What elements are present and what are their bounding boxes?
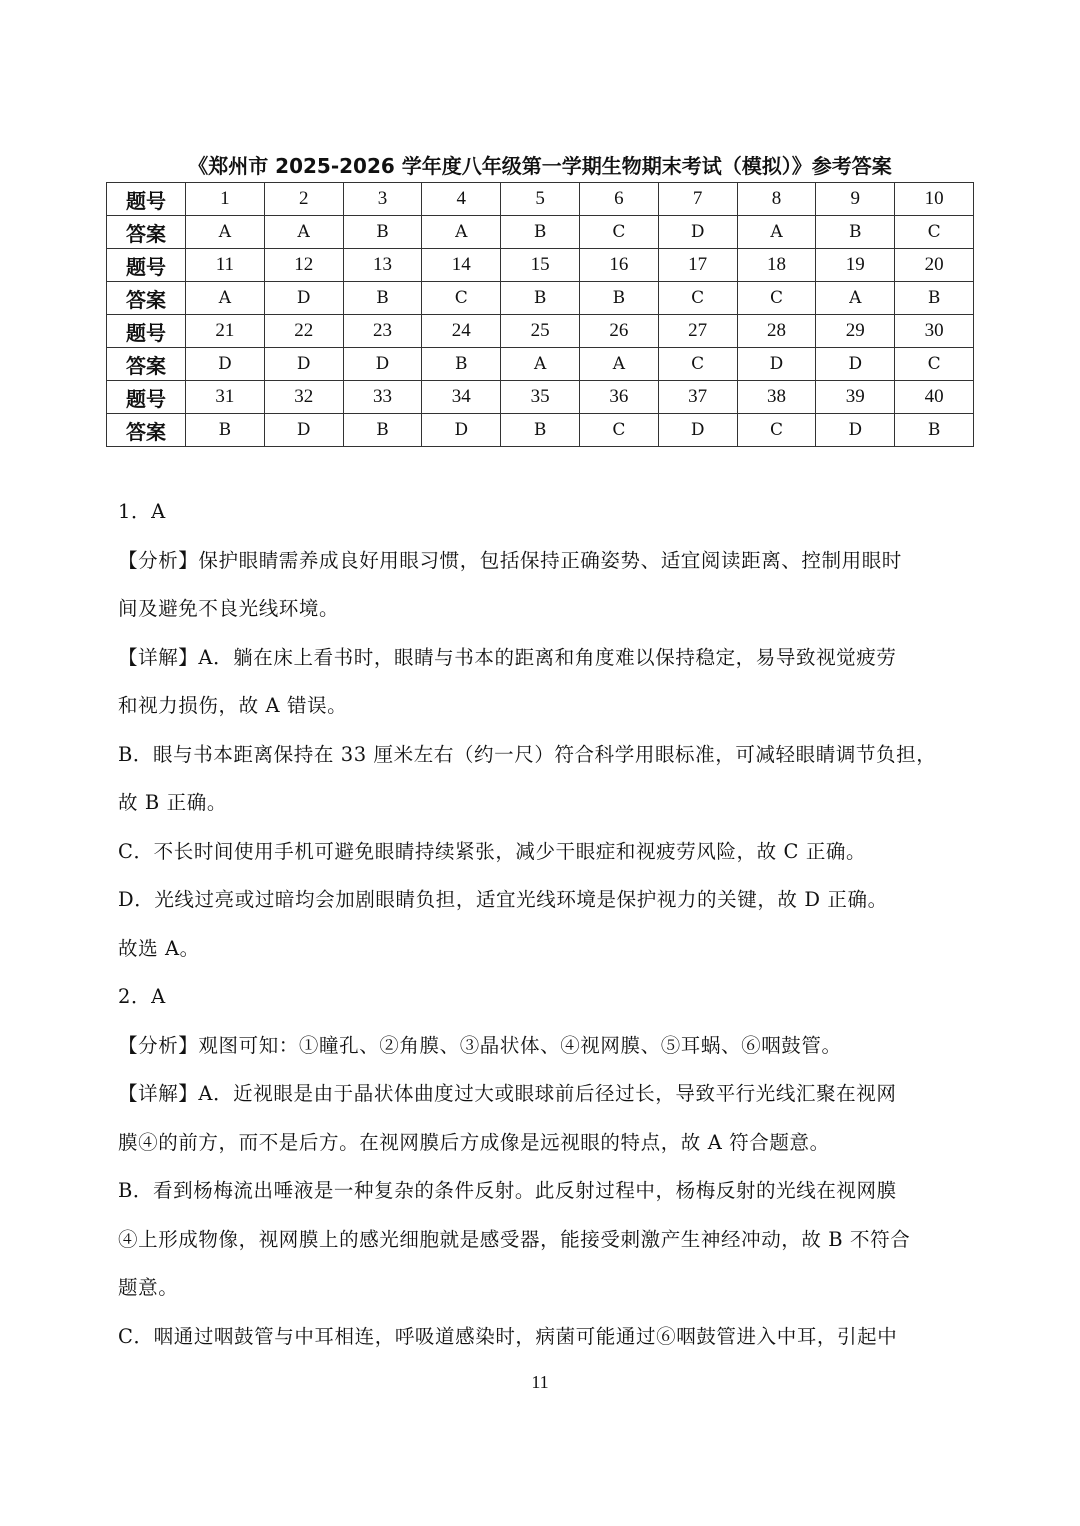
answer-row: [107, 414, 974, 447]
answer-cell: B: [895, 414, 974, 447]
answer-cell: A: [501, 348, 580, 381]
question-number-cell: 34: [422, 381, 501, 414]
question-number-cell: 14: [422, 249, 501, 282]
answer-cell: D: [658, 216, 737, 249]
explanation-line: 【分析】保护眼睛需养成良好用眼习惯，包括保持正确姿势、适宜阅读距离、控制用眼时: [118, 548, 902, 572]
question-number-cell: 27: [658, 315, 737, 348]
answer-cell: C: [579, 216, 658, 249]
answer-cell: B: [501, 414, 580, 447]
answer-cell: C: [737, 282, 816, 315]
explanation-line: 膜④的前方，而不是后方。在视网膜后方成像是远视眼的特点，故 A 符合题意。: [118, 1130, 830, 1154]
question-number-cell: 23: [343, 315, 422, 348]
answer-cell: D: [186, 348, 265, 381]
answer-cell: B: [895, 282, 974, 315]
question-number-cell: 13: [343, 249, 422, 282]
answer-cell: B: [343, 282, 422, 315]
answer-cell: C: [895, 216, 974, 249]
answer-cell: C: [579, 414, 658, 447]
explanation-line: 和视力损伤，故 A 错误。: [118, 694, 348, 717]
question-number-cell: 17: [658, 249, 737, 282]
question-number-cell: 33: [343, 381, 422, 414]
question-number-cell: 11: [186, 249, 265, 282]
answer-cell: A: [186, 282, 265, 315]
question-number-cell: 1: [186, 183, 265, 216]
answer-cell: D: [816, 414, 895, 447]
answer-cell: A: [264, 216, 343, 249]
document-title: 《郑州市 2025-2026 学年度八年级第一学期生物期末考试（模拟）》参考答案: [188, 154, 892, 178]
answer-row: [107, 216, 974, 249]
answer-cell: A: [422, 216, 501, 249]
answer-cell: D: [264, 348, 343, 381]
answer-row: [107, 348, 974, 381]
explanation-line: 【分析】观图可知：①瞳孔、②角膜、③晶状体、④视网膜、⑤耳蜗、⑥咽鼓管。: [118, 1033, 842, 1057]
question-number-cell: 20: [895, 249, 974, 282]
question-number-cell: 32: [264, 381, 343, 414]
answer-cell: B: [816, 216, 895, 249]
question-number-cell: 37: [658, 381, 737, 414]
question-number-row: [107, 315, 974, 348]
explanation-line: C．不长时间使用手机可避免眼睛持续紧张，减少干眼症和视疲劳风险，故 C 正确。: [118, 839, 867, 863]
question-number-cell: 31: [186, 381, 265, 414]
question-number-row: [107, 249, 974, 282]
question-number-cell: 39: [816, 381, 895, 414]
explanation-line: 【详解】A．躺在床上看书时，眼睛与书本的距离和角度难以保持稳定，易导致视觉疲劳: [118, 645, 897, 669]
question-number-cell: 9: [816, 183, 895, 216]
answer-cell: B: [422, 348, 501, 381]
answer-label: 答案: [107, 414, 186, 447]
explanation-line: B．看到杨梅流出唾液是一种复杂的条件反射。此反射过程中，杨梅反射的光线在视网膜: [118, 1179, 897, 1202]
question-number-cell: 7: [658, 183, 737, 216]
question-number-label: 题号: [107, 183, 186, 216]
explanation-line: 故选 A。: [118, 936, 200, 960]
question-number-cell: 24: [422, 315, 501, 348]
answer-cell: B: [579, 282, 658, 315]
answer-cell: D: [264, 414, 343, 447]
answer-cell: A: [186, 216, 265, 249]
explanation-line: 【详解】A．近视眼是由于晶状体曲度过大或眼球前后径过长，导致平行光线汇聚在视网: [118, 1082, 897, 1105]
question-number-cell: 15: [501, 249, 580, 282]
answer-cell: B: [186, 414, 265, 447]
question-number-cell: 4: [422, 183, 501, 216]
answer-cell: D: [264, 282, 343, 315]
question-number-row: [107, 183, 974, 216]
question-number-cell: 8: [737, 183, 816, 216]
question-number-row: [107, 381, 974, 414]
question-number-cell: 26: [579, 315, 658, 348]
answer-cell: D: [422, 414, 501, 447]
answer-cell: B: [501, 216, 580, 249]
explanation-line: C．咽通过咽鼓管与中耳相连，呼吸道感染时，病菌可能通过⑥咽鼓管进入中耳，引起中: [118, 1324, 898, 1348]
question-number-cell: 19: [816, 249, 895, 282]
question-number-cell: 36: [579, 381, 658, 414]
answer-row: [107, 282, 974, 315]
explanation-line: 故 B 正确。: [118, 791, 227, 814]
explanation-line: D．光线过亮或过暗均会加剧眼睛负担，适宜光线环境是保护视力的关键，故 D 正确。: [118, 888, 888, 911]
answer-key-table: [106, 182, 974, 447]
explanation-line: 题意。: [118, 1276, 179, 1299]
answer-cell: D: [737, 348, 816, 381]
answer-cell: C: [658, 348, 737, 381]
explanation-line: ④上形成物像，视网膜上的感光细胞就是感受器，能接受刺激产生神经冲动，故 B 不符合: [118, 1227, 911, 1251]
question-number-cell: 25: [501, 315, 580, 348]
answer-cell: C: [737, 414, 816, 447]
answer-cell: B: [343, 216, 422, 249]
explanation-line: 间及避免不良光线环境。: [118, 597, 340, 620]
question-number-cell: 38: [737, 381, 816, 414]
explanation-line: B．眼与书本距离保持在 33 厘米左右（约一尺）符合科学用眼标准，可减轻眼睛调节负担，: [118, 742, 937, 766]
answer-label: 答案: [107, 282, 186, 315]
question-number-label: 题号: [107, 315, 186, 348]
answer-cell: B: [501, 282, 580, 315]
answer-cell: D: [658, 414, 737, 447]
question-number-cell: 21: [186, 315, 265, 348]
question-number-cell: 28: [737, 315, 816, 348]
question-number-cell: 2: [264, 183, 343, 216]
explanation-section: [118, 488, 968, 1361]
question-number-label: 题号: [107, 249, 186, 282]
answer-cell: C: [658, 282, 737, 315]
question-number-cell: 22: [264, 315, 343, 348]
answer-cell: C: [422, 282, 501, 315]
answer-cell: D: [343, 348, 422, 381]
question-number-cell: 18: [737, 249, 816, 282]
answer-cell: A: [737, 216, 816, 249]
question-number-cell: 30: [895, 315, 974, 348]
answer-label: 答案: [107, 216, 186, 249]
explanation-line: 1．A: [118, 500, 166, 523]
answer-cell: C: [895, 348, 974, 381]
question-number-cell: 35: [501, 381, 580, 414]
question-number-cell: 40: [895, 381, 974, 414]
page-number: 11: [531, 1372, 549, 1392]
answer-cell: B: [343, 414, 422, 447]
question-number-cell: 6: [579, 183, 658, 216]
answer-cell: A: [579, 348, 658, 381]
question-number-cell: 16: [579, 249, 658, 282]
explanation-line: 2．A: [118, 985, 166, 1008]
answer-label: 答案: [107, 348, 186, 381]
question-number-cell: 29: [816, 315, 895, 348]
question-number-cell: 12: [264, 249, 343, 282]
question-number-label: 题号: [107, 381, 186, 414]
answer-cell: D: [816, 348, 895, 381]
question-number-cell: 10: [895, 183, 974, 216]
question-number-cell: 3: [343, 183, 422, 216]
answer-cell: A: [816, 282, 895, 315]
question-number-cell: 5: [501, 183, 580, 216]
